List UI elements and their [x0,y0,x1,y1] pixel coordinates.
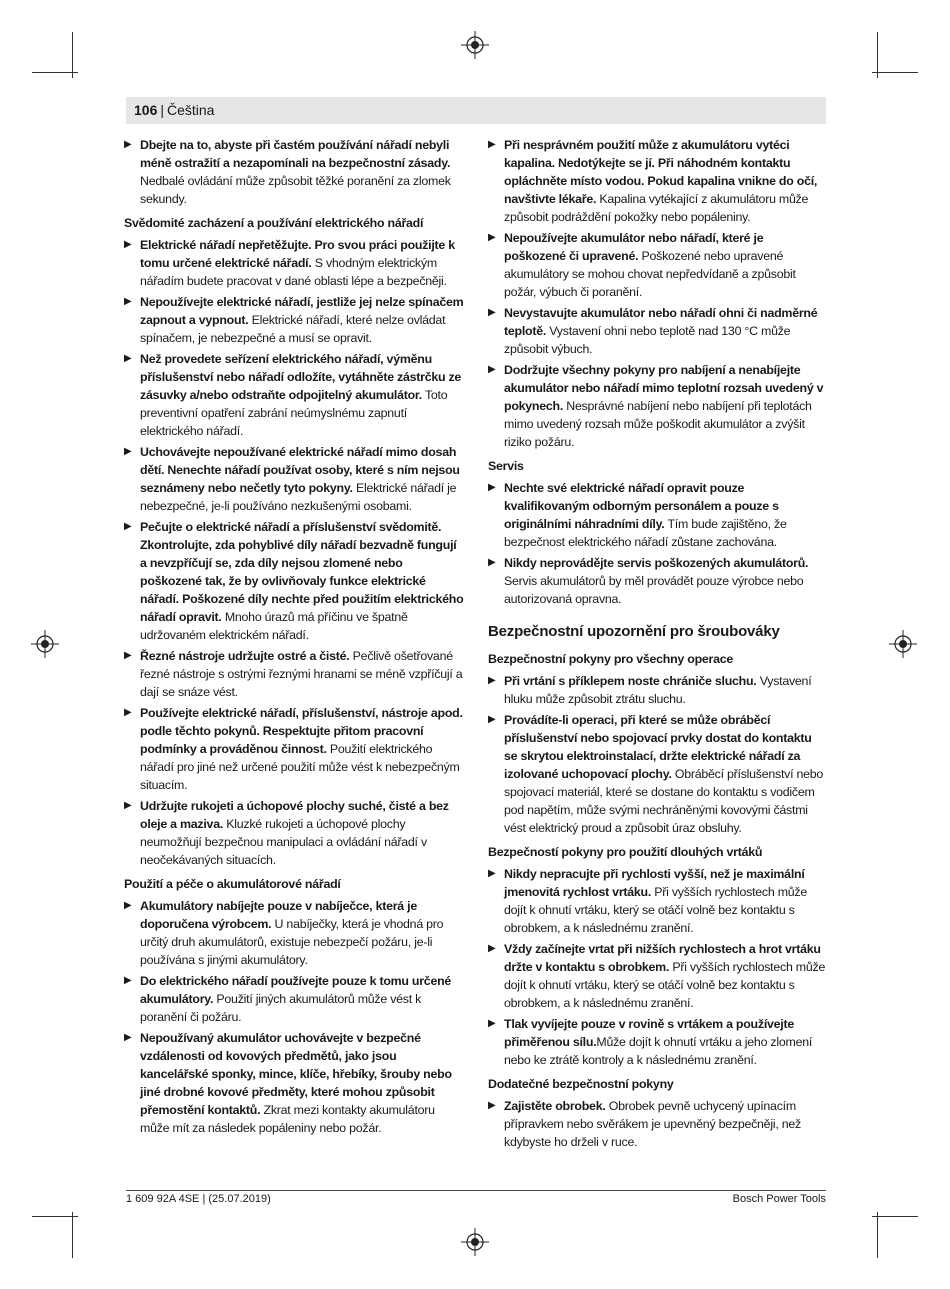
bullet-bold-text: Při vrtání s příklepem noste chrániče sluchu. [504,674,757,688]
bullet-item [488,1097,828,1151]
bullet-arrow-icon: ▶ [488,868,496,879]
bullet-bold-text: Nepoužívaný akumulátor uchovávejte v bezpečné vzdálenosti od kovových předmětů, jako jsou kancelářské sponky, mince, klíče, hřebíky, šrouby nebo jiné drobné kovové předměty, které mohou způsobit přemostění kontaktů. [140,1031,452,1117]
subsection-heading: Bezpečnostní pokyny pro všechny operace [488,652,734,666]
subsection-heading: Bezpečností pokyny pro použití dlouhých vrtáků [488,845,763,859]
bullet-arrow-icon: ▶ [124,521,132,532]
bullet-body-text: Elektrické nářadí je nebezpečné, je-li používáno nezkušenými osobami. [140,481,457,513]
bullet-arrow-icon: ▶ [488,1100,496,1111]
bullet-body-text: Nedbalé ovládání může způsobit těžké poranění za zlomek sekundy. [140,174,451,206]
bullet-arrow-icon: ▶ [124,239,132,250]
bullet-bold-text: Řezné nástroje udržujte ostré a čisté. [140,649,350,663]
bullet-bold-text: Vždy začínejte vrtat při nižších rychlostech a hrot vrtáku držte v kontaktu s obrobkem. [504,942,821,974]
bullet-item [488,940,828,1012]
bullet-body-text: Obráběcí příslušenství nebo spojovací materiál, které se dostane do kontaktu s vodičem pod napětím, může svými nechráněnými kovovými částmi vést elektrický proud a způsobit úraz obsluhy. [504,767,824,835]
bullet-bold-text: Do elektrického nářadí používejte pouze k tomu určené akumulátory. [140,974,452,1006]
bullet-body-text: Vystavení ohni nebo teplotě nad 130 °C může způsobit výbuch. [504,324,791,356]
subsection-heading: Svědomité zacházení a používání elektrického nářadí [124,216,424,230]
bullet-item [124,647,464,701]
bullet-arrow-icon: ▶ [124,296,132,307]
bullet-arrow-icon: ▶ [488,364,496,375]
bullet-item [124,443,464,515]
footer-rule [126,1190,826,1191]
subsection-heading: Použití a péče o akumulátorové nářadí [124,877,341,891]
bullet-arrow-icon: ▶ [488,1018,496,1029]
bullet-item [488,554,828,608]
bullet-arrow-icon: ▶ [488,714,496,725]
bullet-arrow-icon: ▶ [488,943,496,954]
bullet-bold-text: Elektrické nářadí nepřetěžujte. Pro svou práci použijte k tomu určené elektrické nářadí. [140,238,455,270]
bullet-body-text: S vhodným elektrickým nářadím budete pracovat v dané oblasti lépe a bezpečněji. [140,256,447,288]
bullet-body-text: Obrobek pevně uchycený upínacím přípravkem nebo svěrákem je upevněný bezpečněji, než kdybyste ho drželi v ruce. [504,1099,801,1149]
crop-mark [32,1216,78,1217]
bullet-arrow-icon: ▶ [124,650,132,661]
bullet-bold-text: Akumulátory nabíjejte pouze v nabíječce, která je doporučena výrobcem. [140,899,417,931]
bullet-bold-text: Nevystavujte akumulátor nebo nářadí ohni či nadměrné teplotě. [504,306,818,338]
subsection-heading: Dodatečné bezpečnostní pokyny [488,1077,674,1091]
bullet-body-text: Servis akumulátorů by měl provádět pouze výrobce nebo autorizovaná opravna. [504,574,804,606]
bullet-arrow-icon: ▶ [124,1032,132,1043]
bullet-item [124,236,464,290]
bullet-item [124,136,464,208]
crop-mark [877,1212,878,1258]
bullet-item [488,479,828,551]
bullet-arrow-icon: ▶ [124,353,132,364]
bullet-bold-text: Při nesprávném použití může z akumulátoru vytéci kapalina. Nedotýkejte se jí. Při náhodném kontaktu opláchněte místo vodou. Pokud kapalina vnikne do očí, navštivte lékaře. [504,138,818,206]
bullet-arrow-icon: ▶ [124,139,132,150]
bullet-item [124,897,464,969]
header-language: Čeština [167,102,215,118]
bullet-arrow-icon: ▶ [488,482,496,493]
bullet-item [488,672,828,708]
bullet-body-text: Elektrické nářadí, které nelze ovládat spínačem, je nebezpečné a musí se opravit. [140,313,446,345]
bullet-item [488,361,828,451]
bullet-arrow-icon: ▶ [488,232,496,243]
bullet-body-text: Nesprávné nabíjení nebo nabíjení při teplotách mimo uvedený rozsah může poškodit akumulátor a zvýšit riziko požáru. [504,399,812,449]
bullet-item [124,704,464,794]
bullet-bold-text: Dbejte na to, abyste při častém používání nářadí nebyli méně ostražití a nezapomínali na bezpečnostní zásady. [140,138,451,170]
bullet-item [124,350,464,440]
crop-mark [32,72,78,73]
bullet-arrow-icon: ▶ [488,557,496,568]
bullet-arrow-icon: ▶ [124,900,132,911]
bullet-arrow-icon: ▶ [488,139,496,150]
bullet-body-text: U nabíječky, která je vhodná pro určitý druh akumulátorů, existuje nebezpečí požáru, je-li používána s jinými akumulátory. [140,917,444,967]
bullet-arrow-icon: ▶ [124,975,132,986]
bullet-bold-text: Zajistěte obrobek. [504,1099,606,1113]
bullet-arrow-icon: ▶ [124,446,132,457]
page-header [126,97,826,124]
bullet-bold-text: Nikdy nepracujte při rychlosti vyšší, než je maximální jmenovitá rychlost vrtáku. [504,867,805,899]
footer-doc-id: 1 609 92A 4SE | (25.07.2019) [126,1193,271,1205]
registration-mark-icon [461,1228,489,1256]
bullet-body-text: Pečlivě ošetřované řezné nástroje s ostrými řeznými hranami se méně vzpříčují a dají se snáze vést. [140,649,463,699]
bullet-arrow-icon: ▶ [488,307,496,318]
bullet-bold-text: Tlak vyvíjejte pouze v rovině s vrtákem a používejte přiměřenou sílu. [504,1017,795,1049]
bullet-body-text: Kluzké rukojeti a úchopové plochy neumožňují bezpečnou manipulaci a ovládání nářadí v neočekávaných situacích. [140,817,427,867]
bullet-bold-text: Provádíte-li operaci, při které se může obráběcí příslušenství nebo spojovací prvky dostat do kontaktu se skrytou elektroinstalací, držte elektrické nářadí za izolované uchopovací plochy. [504,713,812,781]
bullet-item [124,797,464,869]
bullet-body-text: Poškozené nebo upravené akumulátory se mohou chovat nepředvídaně a způsobit požár, výbuch či poranění. [504,249,796,299]
right-column [488,136,828,1154]
footer-brand: Bosch Power Tools [732,1193,826,1205]
bullet-item [124,293,464,347]
bullet-body-text: Při vyšších rychlostech může dojít k ohnutí vrtáku, který se otáčí volně bez kontaktu s obrobkem, a k následnému zranění. [504,960,826,1010]
bullet-bold-text: Než provedete seřízení elektrického nářadí, výměnu příslušenství nebo nářadí odložíte, vytáhněte zástrčku ze zásuvky a/nebo odstraňte odpojitelný akumulátor. [140,352,462,402]
bullet-item [488,304,828,358]
bullet-body-text: Může dojít k ohnutí vrtáku a jeho zlomení nebo ke ztrátě kontroly a k následnému zranění. [504,1035,813,1067]
bullet-bold-text: Používejte elektrické nářadí, příslušenství, nástroje apod. podle těchto pokynů. Respektujte přitom pracovní podmínky a prováděnou činnost. [140,706,463,756]
bullet-item [488,229,828,301]
bullet-body-text: Použití elektrického nářadí pro jiné než určené použití může vést k nebezpečným situacím. [140,742,460,792]
bullet-bold-text: Nepoužívejte akumulátor nebo nářadí, které je poškozené či upravené. [504,231,764,263]
bullet-bold-text: Pečujte o elektrické nářadí a příslušenství svědomitě. Zkontrolujte, zda pohyblivé díly nářadí bezvadně fungují a nevzpříčují se, zda díly nejsou zlomené nebo poškozené tak, že by ovlivňovaly funkce elektrické nářadí. Poškozené díly nechte před použitím elektrického nářadí opravit. [140,520,464,624]
registration-mark-icon [31,630,59,658]
header-separator: | [160,102,164,118]
registration-mark-icon [461,31,489,59]
bullet-body-text: Kapalina vytékající z akumulátoru může způsobit podráždění pokožky nebo popáleniny. [504,192,809,224]
bullet-bold-text: Nepoužívejte elektrické nářadí, jestliže jej nelze spínačem zapnout a vypnout. [140,295,464,327]
bullet-item [124,518,464,644]
page-number: 106 [134,102,158,118]
crop-mark [872,1216,918,1217]
bullet-bold-text: Dodržujte všechny pokyny pro nabíjení a nenabíjejte akumulátor nebo nářadí mimo teplotní rozsah uvedený v pokynech. [504,363,824,413]
bullet-item [124,1029,464,1137]
bullet-body-text: Vystavení hluku může způsobit ztrátu sluchu. [504,674,812,706]
bullet-item [488,865,828,937]
crop-mark [872,72,918,73]
bullet-item [124,972,464,1026]
section-title: Bezpečnostní upozornění pro šroubováky [488,623,780,640]
bullet-arrow-icon: ▶ [124,800,132,811]
bullet-bold-text: Nikdy neprovádějte servis poškozených akumulátorů. [504,556,809,570]
bullet-arrow-icon: ▶ [488,675,496,686]
bullet-bold-text: Uchovávejte nepoužívané elektrické nářadí mimo dosah dětí. Nenechte nářadí používat osoby, které s ním nejsou seznámeny nebo nečetly tyto pokyny. [140,445,460,495]
bullet-body-text: Použití jiných akumulátorů může vést k poranění či požáru. [140,992,422,1024]
crop-mark [72,1212,73,1258]
bullet-item [488,711,828,837]
left-column [124,136,464,1140]
bullet-item [488,1015,828,1069]
registration-mark-icon [889,630,917,658]
bullet-body-text: Toto preventivní opatření zabrání neúmyslnému zapnutí elektrického nářadí. [140,388,448,438]
bullet-item [488,136,828,226]
bullet-bold-text: Udržujte rukojeti a úchopové plochy suché, čisté a bez oleje a maziva. [140,799,449,831]
bullet-body-text: Při vyšších rychlostech může dojít k ohnutí vrtáku, který se otáčí volně bez kontaktu s obrobkem, a k následnému zranění. [504,885,808,935]
bullet-body-text: Mnoho úrazů má příčinu ve špatně udržovaném elektrickém nářadí. [140,610,408,642]
subsection-heading: Servis [488,459,524,473]
bullet-bold-text: Nechte své elektrické nářadí opravit pouze kvalifikovaným odborným personálem a pouze s originálními náhradními díly. [504,481,779,531]
bullet-body-text: Zkrat mezi kontakty akumulátoru může mít za následek popáleniny nebo požár. [140,1103,435,1135]
bullet-body-text: Tím bude zajištěno, že bezpečnost elektrického nářadí zůstane zachována. [504,517,787,549]
bullet-arrow-icon: ▶ [124,707,132,718]
